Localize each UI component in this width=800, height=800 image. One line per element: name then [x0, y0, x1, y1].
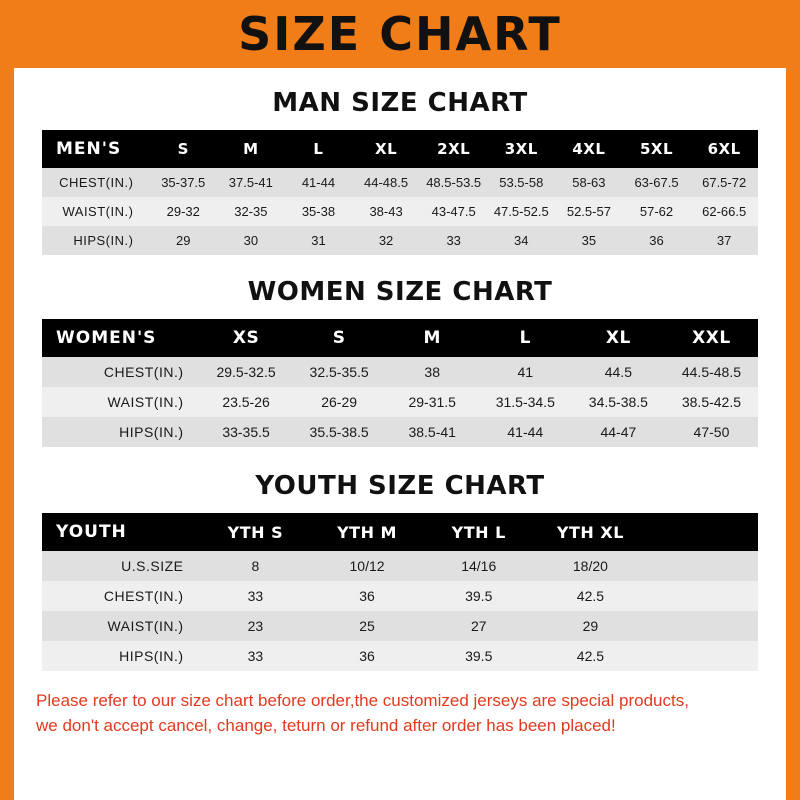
men-col-0: S [149, 130, 217, 168]
youth-row-1-label: CHEST(IN.) [42, 581, 200, 611]
youth-row-2-label: WAIST(IN.) [42, 611, 200, 641]
youth-cell-1-1: 36 [311, 581, 423, 611]
women-col-4: XL [572, 319, 665, 357]
men-cell-2-3: 32 [352, 226, 420, 255]
men-cell-0-2: 41-44 [285, 168, 353, 197]
youth-col-3: YTH XL [535, 513, 647, 551]
women-section-title: WOMEN SIZE CHART [247, 277, 553, 307]
men-cell-1-8: 62-66.5 [690, 197, 758, 226]
youth-col-4 [646, 513, 758, 551]
youth-row-0-label: U.S.SIZE [42, 551, 200, 581]
table-row [42, 226, 758, 255]
youth-row-header: YOUTH [42, 513, 200, 551]
youth-cell-0-0: 8 [200, 551, 312, 581]
women-row-0-label: CHEST(IN.) [42, 357, 200, 387]
men-col-5: 3XL [487, 130, 555, 168]
youth-cell-1-3: 42.5 [535, 581, 647, 611]
men-col-6: 4XL [555, 130, 623, 168]
youth-size-table [42, 513, 758, 671]
men-cell-2-6: 35 [555, 226, 623, 255]
men-cell-2-5: 34 [487, 226, 555, 255]
men-size-table [42, 130, 758, 255]
table-header-row [42, 513, 758, 551]
men-cell-2-4: 33 [420, 226, 488, 255]
youth-cell-1-4 [646, 581, 758, 611]
page-banner [14, 0, 786, 68]
men-cell-1-2: 35-38 [285, 197, 353, 226]
youth-cell-0-1: 10/12 [311, 551, 423, 581]
women-size-table [42, 319, 758, 447]
page-title: SIZE CHART [238, 7, 562, 61]
order-notice [36, 689, 764, 738]
women-row-header: WOMEN'S [42, 319, 200, 357]
men-row-1-label: WAIST(IN.) [42, 197, 149, 226]
men-cell-0-0: 35-37.5 [149, 168, 217, 197]
men-row-header: MEN'S [42, 130, 149, 168]
men-cell-1-7: 57-62 [623, 197, 691, 226]
women-cell-0-5: 44.5-48.5 [665, 357, 758, 387]
women-table-wrapper [42, 319, 758, 447]
women-cell-1-3: 31.5-34.5 [479, 387, 572, 417]
table-header-row [42, 130, 758, 168]
women-cell-1-5: 38.5-42.5 [665, 387, 758, 417]
youth-cell-3-2: 39.5 [423, 641, 535, 671]
women-cell-0-2: 38 [386, 357, 479, 387]
women-row-1-label: WAIST(IN.) [42, 387, 200, 417]
men-cell-0-1: 37.5-41 [217, 168, 285, 197]
women-cell-2-4: 44-47 [572, 417, 665, 447]
table-header-row [42, 319, 758, 357]
women-cell-1-4: 34.5-38.5 [572, 387, 665, 417]
youth-col-0: YTH S [200, 513, 312, 551]
men-cell-2-7: 36 [623, 226, 691, 255]
men-cell-2-8: 37 [690, 226, 758, 255]
men-cell-1-0: 29-32 [149, 197, 217, 226]
men-col-3: XL [352, 130, 420, 168]
women-cell-0-1: 32.5-35.5 [293, 357, 386, 387]
women-cell-2-2: 38.5-41 [386, 417, 479, 447]
table-row [42, 168, 758, 197]
men-cell-2-1: 30 [217, 226, 285, 255]
youth-cell-3-3: 42.5 [535, 641, 647, 671]
men-cell-0-3: 44-48.5 [352, 168, 420, 197]
youth-cell-3-0: 33 [200, 641, 312, 671]
men-cell-0-4: 48.5-53.5 [420, 168, 488, 197]
youth-cell-2-3: 29 [535, 611, 647, 641]
youth-cell-2-1: 25 [311, 611, 423, 641]
men-cell-2-2: 31 [285, 226, 353, 255]
women-cell-2-0: 33-35.5 [200, 417, 293, 447]
women-cell-0-4: 44.5 [572, 357, 665, 387]
table-row [42, 387, 758, 417]
women-cell-2-3: 41-44 [479, 417, 572, 447]
women-cell-1-1: 26-29 [293, 387, 386, 417]
men-cell-2-0: 29 [149, 226, 217, 255]
men-col-2: L [285, 130, 353, 168]
women-col-3: L [479, 319, 572, 357]
youth-table-wrapper [42, 513, 758, 671]
table-row [42, 197, 758, 226]
women-col-1: S [293, 319, 386, 357]
men-col-1: M [217, 130, 285, 168]
youth-cell-3-1: 36 [311, 641, 423, 671]
men-cell-0-8: 67.5-72 [690, 168, 758, 197]
men-col-4: 2XL [420, 130, 488, 168]
men-table-wrapper [42, 130, 758, 255]
men-row-2-label: HIPS(IN.) [42, 226, 149, 255]
men-cell-1-6: 52.5-57 [555, 197, 623, 226]
men-section-title: MAN SIZE CHART [272, 88, 528, 118]
women-col-5: XXL [665, 319, 758, 357]
women-col-0: XS [200, 319, 293, 357]
youth-col-2: YTH L [423, 513, 535, 551]
men-cell-1-1: 32-35 [217, 197, 285, 226]
men-cell-0-5: 53.5-58 [487, 168, 555, 197]
men-cell-1-4: 43-47.5 [420, 197, 488, 226]
order-notice-line-1: Please refer to our size chart before order,the customized jerseys are special products, [36, 691, 689, 710]
women-cell-2-1: 35.5-38.5 [293, 417, 386, 447]
youth-cell-1-2: 39.5 [423, 581, 535, 611]
youth-cell-0-2: 14/16 [423, 551, 535, 581]
women-row-2-label: HIPS(IN.) [42, 417, 200, 447]
men-cell-1-5: 47.5-52.5 [487, 197, 555, 226]
table-row [42, 611, 758, 641]
youth-cell-0-3: 18/20 [535, 551, 647, 581]
table-row [42, 357, 758, 387]
table-row [42, 417, 758, 447]
women-cell-1-2: 29-31.5 [386, 387, 479, 417]
women-cell-0-3: 41 [479, 357, 572, 387]
youth-section-title: YOUTH SIZE CHART [255, 471, 545, 501]
youth-row-3-label: HIPS(IN.) [42, 641, 200, 671]
men-cell-0-6: 58-63 [555, 168, 623, 197]
youth-cell-2-0: 23 [200, 611, 312, 641]
women-cell-1-0: 23.5-26 [200, 387, 293, 417]
youth-cell-2-2: 27 [423, 611, 535, 641]
order-notice-line-2: we don't accept cancel, change, teturn or refund after order has been placed! [36, 715, 616, 735]
youth-cell-2-4 [646, 611, 758, 641]
women-cell-2-5: 47-50 [665, 417, 758, 447]
men-col-8: 6XL [690, 130, 758, 168]
women-cell-0-0: 29.5-32.5 [200, 357, 293, 387]
table-row [42, 581, 758, 611]
youth-cell-1-0: 33 [200, 581, 312, 611]
youth-cell-3-4 [646, 641, 758, 671]
table-row [42, 641, 758, 671]
youth-col-1: YTH M [311, 513, 423, 551]
men-cell-1-3: 38-43 [352, 197, 420, 226]
table-row [42, 551, 758, 581]
youth-cell-0-4 [646, 551, 758, 581]
women-col-2: M [386, 319, 479, 357]
men-col-7: 5XL [623, 130, 691, 168]
men-row-0-label: CHEST(IN.) [42, 168, 149, 197]
men-cell-0-7: 63-67.5 [623, 168, 691, 197]
